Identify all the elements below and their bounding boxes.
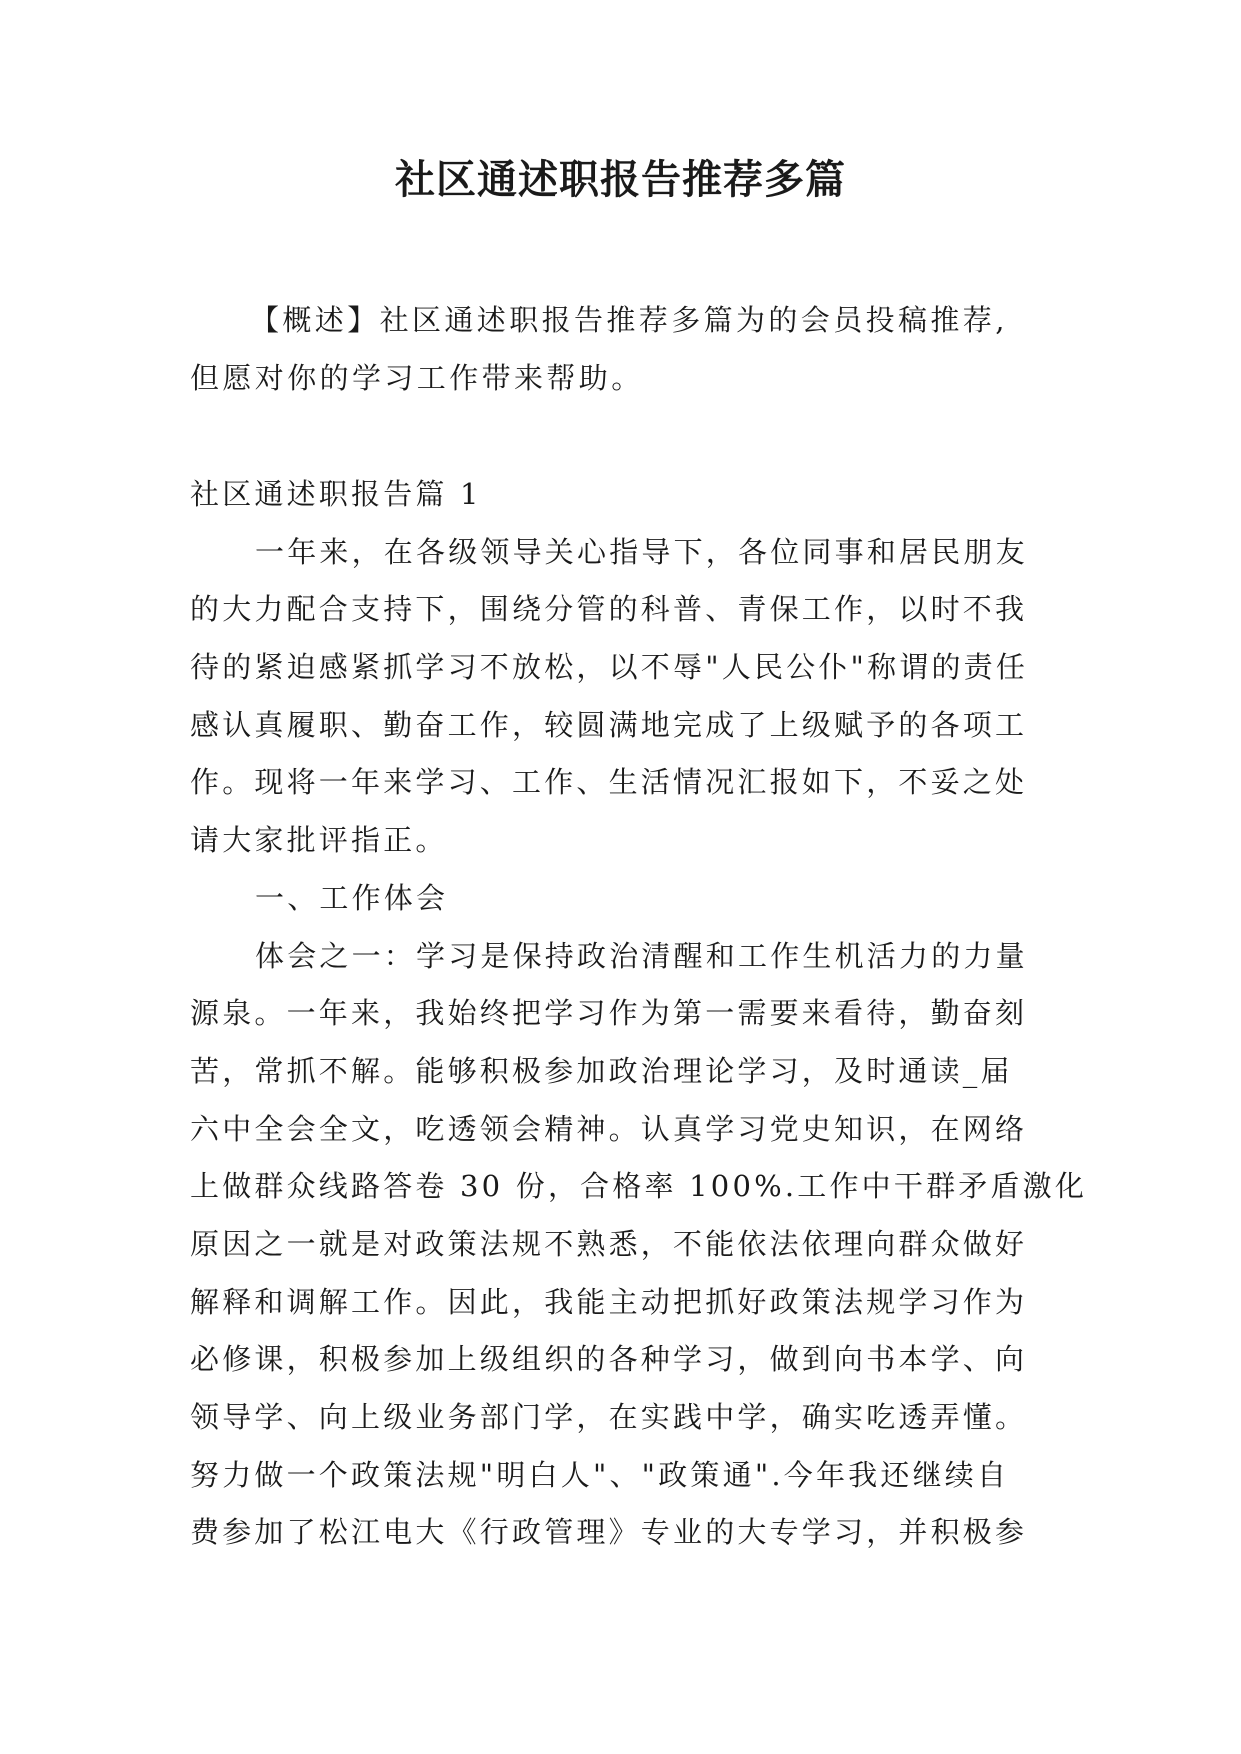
body-line: 作。现将一年来学习、工作、生活情况汇报如下，不妥之处 [190, 765, 1028, 800]
body-line: 六中全会全文，吃透领会精神。认真学习党史知识，在网络 [190, 1111, 1028, 1146]
section-heading: 社区通述职报告篇 1 [190, 477, 482, 511]
body-line: 的大力配合支持下，围绕分管的科普、青保工作，以时不我 [190, 592, 1028, 627]
body-line: 请大家批评指正。 [190, 823, 448, 858]
body-line: 感认真履职、勤奋工作，较圆满地完成了上级赋予的各项工 [190, 707, 1028, 742]
body-line: 上做群众线路答卷 30 份，合格率 100%.工作中干群矛盾激化 [190, 1169, 1088, 1204]
body-line: 必修课，积极参加上级组织的各种学习，做到向书本学、向 [190, 1342, 1028, 1377]
body-line: 苦，常抓不解。能够积极参加政治理论学习，及时通读_届 [190, 1053, 1013, 1088]
summary-line: 【概述】社区通述职报告推荐多篇为的会员投稿推荐, [250, 303, 1008, 337]
body-line: 努力做一个政策法规"明白人"、"政策通".今年我还继续自 [190, 1457, 1010, 1492]
summary-line: 但愿对你的学习工作带来帮助。 [190, 360, 644, 395]
body-line: 体会之一：学习是保持政治清醒和工作生机活力的力量 [255, 938, 1028, 973]
summary-paragraph [190, 290, 1065, 405]
body-line: 源泉。一年来，我始终把学习作为第一需要来看待，勤奋刻 [190, 996, 1028, 1031]
body-line: 待的紧迫感紧抓学习不放松，以不辱"人民公仆"称谓的责任 [190, 650, 1029, 685]
body-line: 一年来，在各级领导关心指导下，各位同事和居民朋友 [255, 534, 1028, 569]
body-line: 解释和调解工作。因此，我能主动把抓好政策法规学习作为 [190, 1284, 1028, 1319]
body-line: 费参加了松江电大《行政管理》专业的大专学习，并积极参 [190, 1515, 1028, 1550]
document-title: 社区通述职报告推荐多篇 [395, 156, 846, 203]
subsection-heading: 一、工作体会 [255, 880, 449, 915]
body-line: 原因之一就是对政策法规不熟悉，不能依法依理向群众做好 [190, 1226, 1028, 1261]
body-line: 领导学、向上级业务部门学，在实践中学，确实吃透弄懂。 [190, 1400, 1028, 1434]
document-body [190, 466, 1088, 1562]
